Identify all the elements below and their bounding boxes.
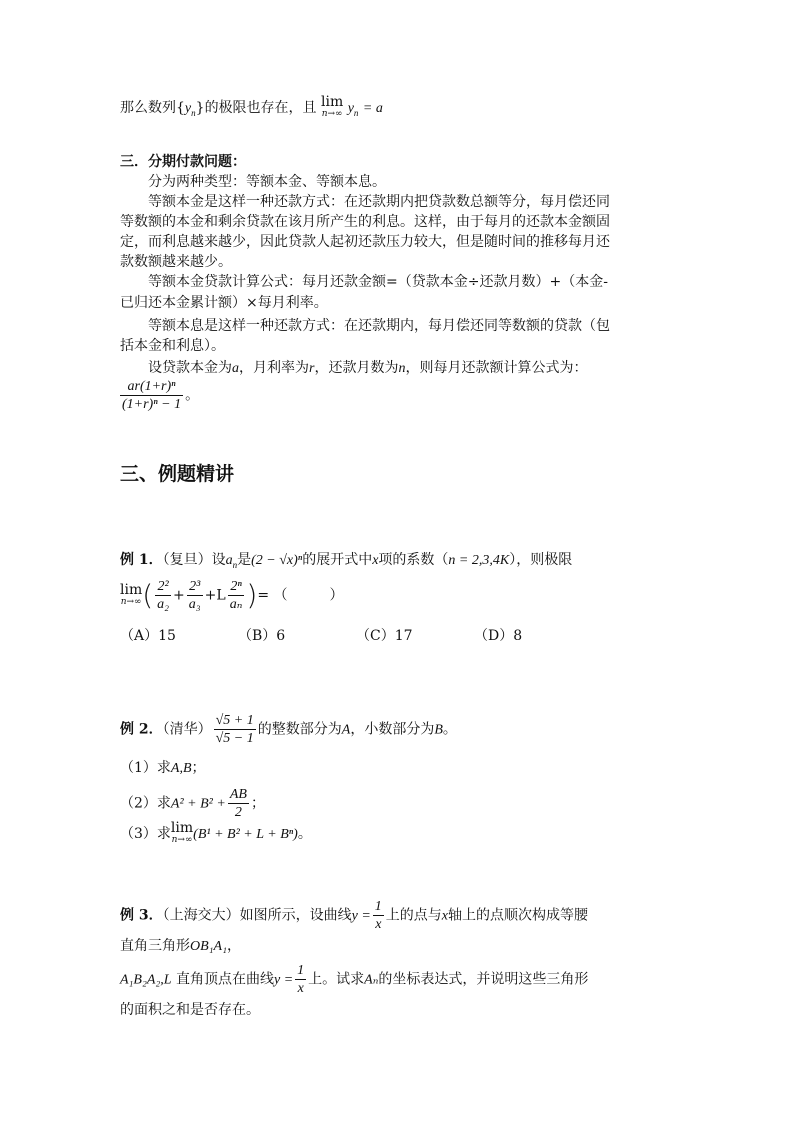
option-b: （B）6 (238, 628, 286, 644)
para-setup: 设贷款本金为a，月利率为r，还款月数为n，则每月还款额计算公式为： (148, 360, 588, 376)
ex2-q2-fraction: $\frac{AB}{2}$ (229, 787, 247, 820)
para-benjin-3: 定，而利息越来越少，因此贷款人起初还款压力较大，但是随时间的推移每月还 (120, 234, 610, 250)
payment-formula: $\frac{\text{ar(1+r)ⁿ}}{\text{(1+r)ⁿ − 1}}$ 。 (122, 379, 200, 412)
ex1-term2: $\frac{\text{2³}}{\text{a₃}}$ (188, 579, 201, 612)
ex2-label: 例 2． (120, 721, 163, 738)
limit-symbol: lim n→∞ (321, 94, 344, 119)
ex2-q1: （1）求A,B； (120, 760, 206, 776)
para-benxi-1: 等额本息是这样一种还款方式：在还款期内，每月偿还同等数额的贷款（包 (148, 318, 610, 334)
para-benxi-2: 括本金和利息）。 (120, 338, 225, 354)
ex3-line3: A₁B₂A₂,L 直角顶点在曲线y = $\frac{1}{x}$ 上。试求Aₙ的坐标表达式，并说明这些三角形 (120, 963, 589, 996)
ex2-q2: （2）求A² + B² + $\frac{AB}{2}$ ； (120, 787, 265, 820)
seq-y: y (184, 101, 192, 116)
heading-examples: 三、例题精讲 (120, 463, 235, 485)
intro-text: 那么数列 (120, 100, 176, 116)
para-benjin-2: 等数额的本金和剩余贷款在该月所产生的利息。这样，由于每月的还款本金额固 (120, 214, 610, 230)
option-c: （C）17 (356, 628, 413, 644)
ex3-line4: 的面积之和是否存在。 (120, 1002, 260, 1018)
limit-expr: y (347, 101, 354, 116)
ex3-fraction-1: $\frac{1}{x}$ (374, 899, 382, 932)
option-d: （D）8 (474, 628, 523, 644)
ex3-fraction-2: $\frac{1}{x}$ (297, 963, 305, 996)
intro-mid: 的极限也存在，且 (204, 100, 317, 116)
ex1-options (120, 626, 592, 646)
para-formula-1: 等额本金贷款计算公式：每月还款金额=（贷款本金÷还款月数）+（本金- (148, 274, 608, 290)
para-types: 分为两种类型：等额本金、等额本息。 (148, 174, 386, 190)
section-title: 三．分期付款问题： (120, 154, 246, 170)
ex3-line2: 直角三角形OB₁A₁， (120, 938, 241, 954)
ex3-label: 例 3． (120, 907, 163, 924)
ex3-line1: 例 3．（上海交大）如图所示，设曲线y = $\frac{1}{x}$ 上的点与x轴上的点顺次构成等腰 (120, 899, 589, 932)
ex1-term1: $\frac{\text{2²}}{\text{a₂}}$ (157, 579, 170, 612)
ex1-limit: lim n→∞ ( $\frac{\text{2²}}{\text{a₂}}$ + $\frac{\text{2³}}{\text{a₃}}$ +L $\frac{\text{2ⁿ}}{\text{aₙ}}$ )= （ ） (120, 578, 344, 612)
limit-eq: = a (362, 101, 383, 116)
ex1-label: 例 1． (120, 552, 163, 568)
ex1-lim-symbol: lim n→∞ (120, 581, 143, 607)
ex1-termn: $\frac{\text{2ⁿ}}{\text{aₙ}}$ (229, 579, 243, 612)
ex2-line1: 例 2．（清华） $\frac{√5 + 1}{√5 - 1}$ 的整数部分为A，小数部分为B。 (120, 713, 457, 746)
option-a: （A）15 (120, 628, 176, 644)
ex1-line1: 例 1．（复旦）设$a_n$是(2 − √x)ⁿ的展开式中x项的系数（n = 2,3,4K），则极限 (120, 552, 573, 570)
ex2-q3: （3）求lim n→∞ (B¹ + B² + L + Bⁿ)。 (120, 820, 312, 845)
payment-fraction: $\frac{\text{ar(1+r)ⁿ}}{\text{(1+r)ⁿ − 1}}$ (122, 379, 182, 412)
para-formula-2: 已归还本金累计额）×每月利率。 (120, 295, 328, 311)
para-benjin-4: 款数额越来越少。 (120, 254, 232, 270)
para-benjin-1: 等额本金是这样一种还款方式：在还款期内把贷款数总额等分，每月偿还同 (148, 194, 610, 210)
intro-line: 那么数列$\{y_n\}$的极限也存在，且 lim n→∞ $y_n = a$ (120, 94, 383, 119)
ex2-fraction: $\frac{√5 + 1}{√5 - 1}$ (215, 713, 254, 746)
